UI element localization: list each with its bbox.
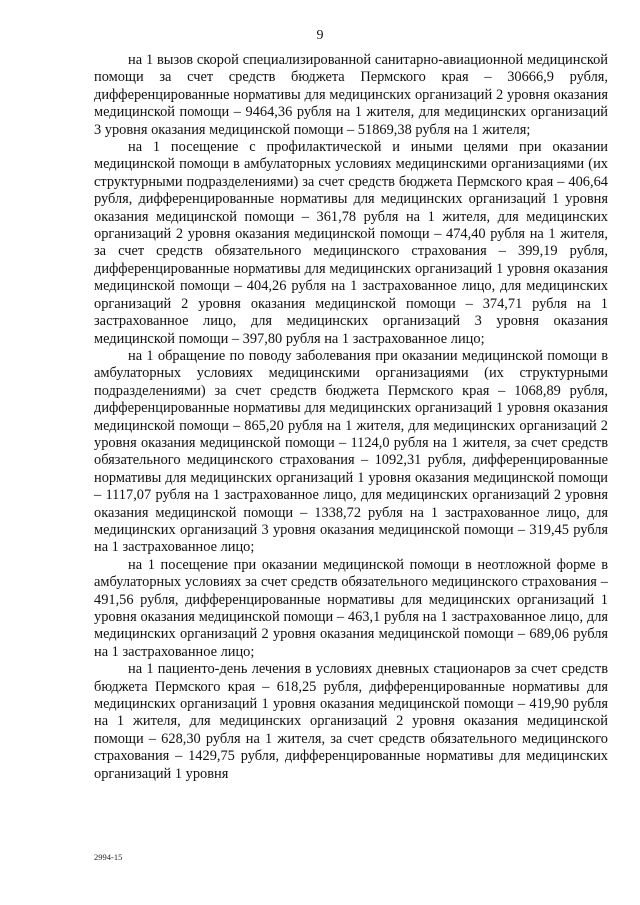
paragraph-ambulance-call: на 1 вызов скорой специализированной санитарно-авиационной медицинской помощи за счет средств бюджета Пермского края – 30666,9 рубля, дифференцированные нормативы для медицинских организаций 2 уровня оказания медицинской помощи – 9464,36 рубля на 1 жителя, для медицинских организаций 3 уровня оказания медицинской помощи – 51869,38 рубля на 1 жителя; (94, 52, 608, 138)
document-code: 2994-15 (94, 852, 123, 862)
paragraph-urgent-visit: на 1 посещение при оказании медицинской помощи в неотложной форме в амбулаторных условиях за счет средств обязательного медицинского страхования – 491,56 рубля, дифференцированные нормативы для медицинских организаций 1 уровня оказания медицинской помощи – 463,1 рубля на 1 застрахованное лицо, для медицинских организаций 2 уровня оказания медицинской помощи – 689,06 рубля на 1 застрахованное лицо; (94, 556, 608, 660)
page-number: 9 (316, 28, 324, 43)
document-body (94, 52, 608, 783)
paragraph-day-hospital: на 1 пациенто-день лечения в условиях дневных стационаров за счет средств бюджета Пермского края – 618,25 рубля, дифференцированные нормативы для медицинских организаций 1 уровня оказания медицинской помощи – 419,90 рубля на 1 жителя, для медицинских организаций 2 уровня оказания медицинской помощи – 628,30 рубля на 1 жителя, за счет средств обязательного медицинского страхования – 1429,75 рубля, дифференцированные нормативы для медицинских организаций 1 уровня (94, 661, 608, 782)
paragraph-preventive-visit: на 1 посещение с профилактической и иными целями при оказании медицинской помощи в амбулаторных условиях медицинскими организациями (их структурными подразделениями) за счет средств бюджета Пермского края – 406,64 рубля, дифференцированные нормативы для медицинских организаций 1 уровня оказания медицинской помощи – 361,78 рубля на 1 жителя, для медицинских организаций 2 уровня оказания медицинской помощи – 474,40 рубля на 1 жителя, за счет средств обязательного медицинского страхования – 399,19 рубля, дифференцированные нормативы для медицинских организаций 1 уровня оказания медицинской помощи – 404,26 рубля на 1 застрахованное лицо, для медицинских организаций 2 уровня оказания медицинской помощи – 374,71 рубля на 1 застрахованное лицо, для медицинских организаций 3 уровня оказания медицинской помощи – 397,80 рубля на 1 застрахованное лицо; (94, 139, 608, 347)
paragraph-illness-appeal: на 1 обращение по поводу заболевания при оказании медицинской помощи в амбулаторных условиях медицинскими организациями (их структурными подразделениями) за счет средств бюджета Пермского края – 1068,89 рубля, дифференцированные нормативы для медицинских организаций 1 уровня оказания медицинской помощи – 865,20 рубля на 1 жителя, для медицинских организаций 2 уровня оказания медицинской помощи – 1124,0 рубля на 1 жителя, за счет средств обязательного медицинского страхования – 1092,31 рубля, дифференцированные нормативы для медицинских организаций 1 уровня оказания медицинской помощи – 1117,07 рубля на 1 застрахованное лицо, для медицинских организаций 2 уровня оказания медицинской помощи – 1338,72 рубля на 1 застрахованное лицо, для медицинских организаций 3 уровня оказания медицинской помощи – 319,45 рубля на 1 застрахованное лицо; (94, 347, 608, 556)
